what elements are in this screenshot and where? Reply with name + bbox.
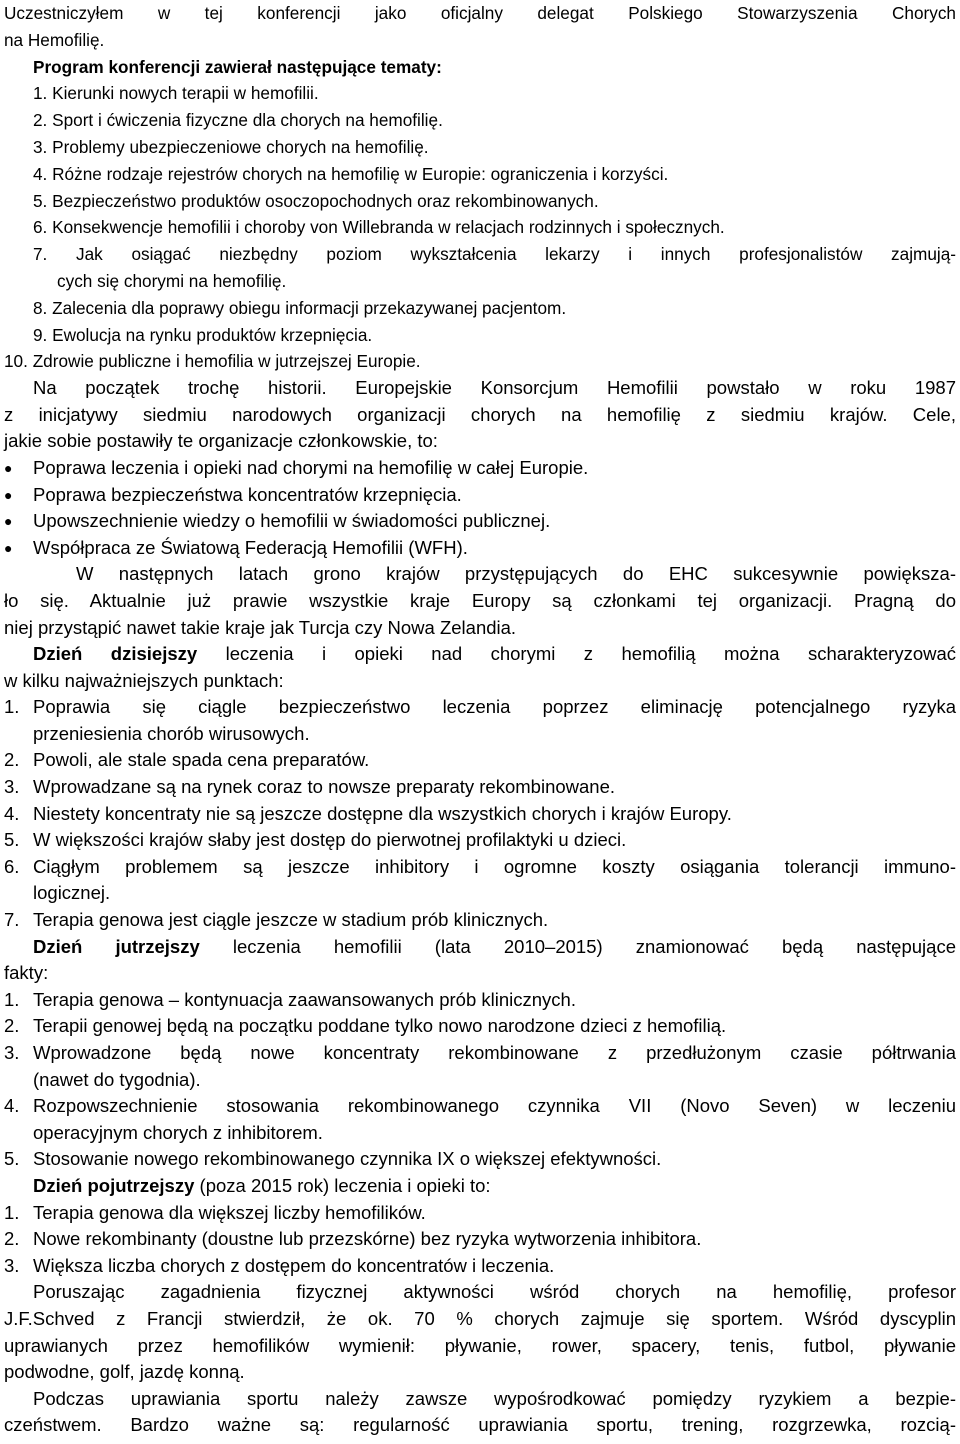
- growth-line-3: niej przystąpić nawet takie kraje jak Turcja czy Nowa Zelandia.: [4, 616, 517, 638]
- history-line-3: jakie sobie postawiły te organizacje członkowskie, to:: [4, 430, 438, 452]
- sport-line-3: uprawianych przez hemofilików wymienił: pływanie, rower, spacery, tenis, futbol, pływanie: [4, 1334, 956, 1356]
- program-item-6: 6. Konsekwencje hemofilii i choroby von Willebranda w relacjach rodzinnych i społecznych.: [33, 217, 725, 238]
- bullet-icon: ●: [4, 459, 13, 476]
- program-item-4: 4. Różne rodzaje rejestrów chorych na hemofilię w Europie: ograniczenia i korzyści.: [33, 163, 669, 184]
- today-item-4: 4. Niestety koncentraty nie są jeszcze dostępne dla wszystkich chorych i krajów Europy.: [4, 802, 732, 824]
- today-item-1-cont: przeniesienia chorób wirusowych.: [33, 722, 310, 744]
- bullet-icon: ●: [4, 539, 13, 556]
- program-item-5: 5. Bezpieczeństwo produktów osoczopochodnych oraz rekombinowanych.: [33, 190, 599, 211]
- today-item-1: 1. Poprawia się ciągle bezpieczeństwo leczenia poprzez eliminację potencjalnego ryzyka: [4, 696, 956, 718]
- program-list: [4, 80, 956, 375]
- tomorrow-line-1: Dzień jutrzejszy leczenia hemofilii (lata 2010–2015) znamionować będą następujące: [33, 935, 956, 957]
- safety-line-1: Podczas uprawiania sportu należy zawsze wypośrodkować pomiędzy ryzykiem a bezpie-: [33, 1387, 956, 1409]
- growth-line-2: ło się. Aktualnie już prawie wszystkie kraje Europy są członkami tej organizacji. Pragną do: [4, 589, 956, 611]
- program-heading: Program konferencji zawierał następujące tematy:: [33, 56, 442, 77]
- program-item-1: 1. Kierunki nowych terapii w hemofilii.: [33, 83, 319, 104]
- tomorrow-item-1: 1. Terapia genowa – kontynuacja zaawansowanych prób klinicznych.: [4, 988, 576, 1010]
- today-item-6-cont: logicznej.: [33, 882, 111, 904]
- after-list: [4, 1200, 956, 1280]
- sport-line-1: Poruszając zagadnienia fizycznej aktywności wśród chorych na hemofilię, profesor: [33, 1281, 956, 1303]
- goal-item: ● Współpraca ze Światową Federacją Hemofilii (WFH).: [4, 535, 956, 562]
- history-line-1: Na początek trochę historii. Europejskie Konsorcjum Hemofilii powstało w roku 1987: [33, 377, 956, 399]
- today-item-3: 3. Wprowadzane są na rynek coraz to nowsze preparaty rekombinowane.: [4, 776, 616, 798]
- tomorrow-item-5: 5. Stosowanie nowego rekombinowanego czynnika IX o większej efektywności.: [4, 1148, 662, 1170]
- tomorrow-item-3: 3. Wprowadzone będą nowe koncentraty rekombinowane z przedłużonym czasie półtrwania: [4, 1042, 956, 1063]
- goals-list: [4, 455, 956, 561]
- bullet-icon: ●: [4, 486, 13, 503]
- goal-item: ● Upowszechnienie wiedzy o hemofilii w świadomości publicznej.: [4, 508, 956, 535]
- tomorrow-list: [4, 987, 956, 1173]
- bullet-icon: ●: [4, 513, 13, 530]
- program-item-8: 8. Zalecenia dla poprawy obiegu informacji przekazywanej pacjentom.: [33, 297, 567, 318]
- growth-line-1: W następnych latach grono krajów przystępujących do EHC sukcesywnie powiększa-: [76, 563, 956, 585]
- tomorrow-item-3-cont: (nawet do tygodnia).: [33, 1068, 201, 1090]
- sport-line-4: podwodne, golf, jazdę konną.: [4, 1361, 245, 1383]
- program-item-2: 2. Sport i ćwiczenia fizyczne dla chorych na hemofilię.: [33, 110, 443, 131]
- today-line-1: Dzień dzisiejszy leczenia i opieki nad chorymi z hemofilią można scharakteryzować: [33, 643, 957, 665]
- today-item-5: 5. W większości krajów słaby jest dostęp do pierwotnej profilaktyki u dzieci.: [4, 829, 627, 851]
- today-list: [4, 694, 956, 933]
- today-item-6: 6. Ciągłym problemem są jeszcze inhibitory i ogromne koszty osiągania tolerancji immuno-: [4, 855, 956, 877]
- sport-line-2: J.F.Schved z Francji stwierdził, że ok. 70 % chorych zajmuje się sportem. Wśród dyscyplin: [4, 1307, 956, 1329]
- after-line-1: Dzień pojutrzejszy (poza 2015 rok) leczenia i opieki to:: [33, 1174, 491, 1196]
- safety-line-2: czeństwem. Bardzo ważne są: regularność uprawiania sportu, trening, rozgrzewka, rozcią-: [4, 1414, 956, 1436]
- program-item-9: 9. Ewolucja na rynku produktów krzepnięcia.: [33, 324, 373, 345]
- tomorrow-item-4-cont: operacyjnym chorych z inhibitorem.: [33, 1121, 323, 1143]
- today-item-2: 2. Powoli, ale stale spada cena preparatów.: [4, 749, 370, 771]
- tomorrow-item-4: 4. Rozpowszechnienie stosowania rekombinowanego czynnika VII (Novo Seven) w leczeniu: [4, 1095, 956, 1117]
- program-item-7-cont: cych się chorymi na hemofilię.: [57, 270, 287, 291]
- intro-line-2: na Hemofilię.: [4, 29, 105, 50]
- tomorrow-line-2: fakty:: [4, 962, 49, 984]
- after-item-3: 3. Większa liczba chorych z dostępem do koncentratów i leczenia.: [4, 1254, 555, 1276]
- program-item-3: 3. Problemy ubezpieczeniowe chorych na hemofilię.: [33, 136, 429, 157]
- today-item-7: 7. Terapia genowa jest ciągle jeszcze w stadium prób klinicznych.: [4, 909, 549, 931]
- after-item-1: 1. Terapia genowa dla większej liczby hemofilików.: [4, 1201, 426, 1223]
- goal-item: ● Poprawa bezpieczeństwa koncentratów krzepnięcia.: [4, 482, 956, 509]
- today-line-2: w kilku najważniejszych punktach:: [4, 669, 284, 691]
- program-item-10: 10. Zdrowie publiczne i hemofilia w jutrzejszej Europie.: [4, 351, 421, 372]
- program-item-7: 7. Jak osiągać niezbędny poziom wykształcenia lekarzy i innych profesjonalistów zajmują-: [33, 244, 956, 265]
- intro-line-1: Uczestniczyłem w tej konferencji jako oficjalny delegat Polskiego Stowarzyszenia Chorych: [4, 3, 956, 23]
- goal-item: ● Poprawa leczenia i opieki nad chorymi na hemofilię w całej Europie.: [4, 455, 956, 482]
- tomorrow-item-2: 2. Terapii genowej będą na początku poddane tylko nowo narodzone dzieci z hemofilią.: [4, 1015, 727, 1037]
- after-item-2: 2. Nowe rekombinanty (doustne lub przezskórne) bez ryzyka wytworzenia inhibitora.: [4, 1228, 702, 1250]
- history-line-2: z inicjatywy siedmiu narodowych organizacji chorych na hemofilię z siedmiu krajów. Cele,: [4, 403, 956, 425]
